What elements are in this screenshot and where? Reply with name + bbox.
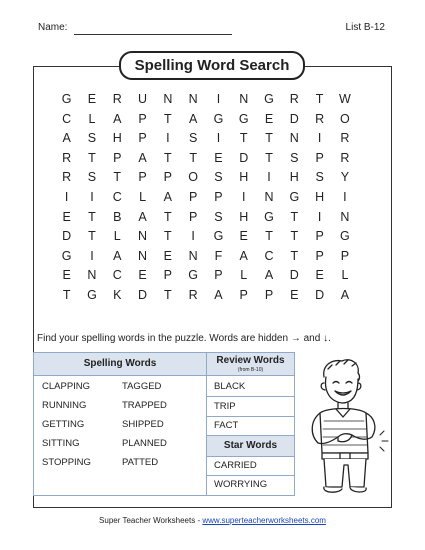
grid-letter: E — [62, 268, 71, 283]
grid-letter: I — [216, 92, 221, 106]
grid-letter: S — [87, 170, 97, 185]
grid-letter: P — [214, 189, 223, 204]
row-divider — [207, 475, 294, 476]
grid-letter: W — [339, 92, 351, 106]
grid-letter: G — [340, 229, 350, 244]
grid-letter: H — [289, 170, 299, 185]
grid-letter: U — [138, 92, 148, 106]
spelling-word: TAGGED — [122, 381, 162, 392]
grid-letter: G — [264, 209, 274, 224]
grid-letter: N — [138, 229, 148, 244]
grid-letter: A — [113, 248, 122, 263]
grid-letter: E — [87, 92, 97, 106]
grid-letter: A — [163, 189, 172, 204]
grid-letter: P — [315, 248, 324, 263]
grid-letter: L — [341, 268, 349, 283]
grid-letter: T — [62, 287, 71, 302]
grid-letter: T — [164, 150, 172, 165]
grid-letter: C — [62, 111, 72, 126]
grid-letter: C — [112, 268, 122, 283]
grid-letter: T — [88, 229, 96, 244]
grid-letter: I — [216, 131, 221, 146]
grid-letter: O — [340, 111, 350, 126]
grid-letter: A — [214, 287, 223, 302]
grid-letter: T — [113, 170, 122, 185]
grid-letter: N — [340, 209, 350, 224]
grid-letter: P — [214, 268, 223, 283]
grid-letter: H — [112, 131, 122, 146]
grid-letter: R — [289, 92, 299, 106]
grid-letter: R — [340, 131, 350, 146]
grid-letter: T — [164, 229, 172, 244]
grid-letter: T — [88, 150, 96, 165]
grid-letter: G — [61, 248, 72, 263]
grid-letter: I — [90, 248, 94, 263]
name-input-line[interactable] — [74, 34, 232, 35]
grid-letter: E — [62, 209, 71, 224]
star-word: CARRIED — [214, 460, 257, 471]
grid-letter: I — [166, 131, 170, 146]
name-label: Name: — [38, 22, 68, 33]
grid-row — [54, 227, 358, 247]
grid-letter: D — [315, 287, 325, 302]
grid-letter: T — [265, 131, 273, 146]
row-divider — [207, 416, 294, 417]
review-word: BLACK — [214, 381, 246, 392]
grid-letter: Y — [340, 170, 350, 185]
review-words-source: (from B-10) — [237, 367, 264, 373]
review-words-title: Review Words — [216, 355, 285, 366]
grid-letter: E — [163, 248, 172, 263]
spelling-word: SHIPPED — [122, 419, 164, 430]
grid-row — [54, 247, 358, 267]
grid-letter: C — [112, 189, 122, 204]
review-word: FACT — [214, 420, 239, 431]
header-bar — [38, 22, 385, 38]
grid-letter: S — [290, 150, 299, 165]
grid-letter: O — [188, 170, 198, 185]
spelling-word: CLAPPING — [42, 381, 91, 392]
grid-letter: A — [264, 268, 274, 283]
footer-text: Super Teacher Worksheets - — [99, 516, 203, 525]
grid-letter: G — [188, 268, 198, 283]
grid-letter: P — [188, 189, 198, 204]
grid-letter: R — [340, 150, 350, 165]
grid-letter: G — [213, 229, 224, 244]
review-word: TRIP — [214, 401, 236, 412]
grid-letter: I — [90, 189, 94, 204]
grid-letter: N — [239, 92, 249, 106]
grid-letter: I — [191, 229, 195, 244]
grid-letter: S — [188, 131, 198, 146]
grid-letter: P — [138, 131, 147, 146]
star-words-header: Star Words — [207, 435, 294, 457]
spelling-word: GETTING — [42, 419, 85, 430]
grid-letter: A — [188, 111, 198, 126]
spelling-word: RUNNING — [42, 400, 87, 411]
grid-letter: P — [340, 248, 350, 263]
grid-letter: I — [64, 189, 69, 204]
grid-letter: S — [87, 131, 97, 146]
grid-letter: T — [315, 92, 324, 106]
grid-letter: G — [264, 92, 274, 106]
grid-letter: H — [239, 170, 249, 185]
grid-letter: A — [113, 111, 122, 126]
grid-letter: N — [163, 92, 173, 106]
grid-letter: P — [163, 170, 172, 185]
grid-letter: P — [315, 150, 324, 165]
grid-letter: H — [315, 189, 325, 204]
grid-letter: D — [239, 150, 249, 165]
word-list-table — [33, 352, 295, 496]
grid-row — [54, 208, 358, 228]
grid-letter: R — [315, 111, 325, 126]
grid-letter: G — [289, 189, 300, 204]
grid-letter: N — [188, 248, 198, 263]
grid-letter: E — [264, 111, 274, 126]
grid-letter: I — [267, 170, 271, 185]
grid-letter: R — [62, 170, 72, 185]
grid-letter: T — [164, 209, 172, 224]
spelling-word: PATTED — [122, 457, 159, 468]
grid-letter: R — [188, 287, 198, 302]
grid-letter: N — [188, 92, 198, 106]
grid-row — [54, 129, 358, 149]
review-words-header — [207, 353, 294, 376]
boy-illustration — [298, 355, 392, 495]
grid-letter: B — [113, 209, 122, 224]
grid-letter: P — [188, 209, 198, 224]
grid-letter: E — [315, 268, 324, 283]
grid-letter: N — [264, 189, 274, 204]
grid-letter: E — [290, 287, 299, 302]
row-divider — [207, 396, 294, 397]
spelling-word: TRAPPED — [122, 400, 167, 411]
grid-row — [54, 188, 358, 208]
grid-letter: P — [264, 287, 274, 302]
grid-letter: E — [239, 229, 248, 244]
spelling-word: PLANNED — [122, 438, 167, 449]
grid-letter: S — [214, 209, 223, 224]
grid-letter: R — [112, 92, 122, 106]
grid-letter: T — [265, 229, 273, 244]
grid-letter: E — [138, 268, 147, 283]
grid-letter: L — [113, 229, 121, 244]
grid-letter: A — [340, 287, 350, 302]
grid-letter: T — [88, 209, 96, 224]
grid-letter: G — [238, 111, 249, 126]
grid-letter: K — [113, 287, 122, 302]
grid-letter: I — [317, 131, 322, 146]
spelling-word: STOPPING — [42, 457, 91, 468]
grid-letter: N — [289, 131, 299, 146]
grid-letter: P — [239, 287, 248, 302]
grid-letter: G — [87, 287, 97, 302]
grid-letter: T — [164, 287, 172, 302]
grid-letter: F — [214, 248, 223, 263]
grid-letter: L — [88, 111, 96, 126]
grid-letter: D — [138, 287, 148, 302]
list-label: List B-12 — [345, 22, 385, 33]
grid-letter: C — [264, 248, 274, 263]
footer — [0, 516, 425, 525]
grid-letter: S — [214, 170, 223, 185]
grid-letter: T — [265, 150, 273, 165]
grid-letter: I — [241, 189, 246, 204]
grid-letter: A — [62, 131, 71, 146]
grid-letter: G — [213, 111, 224, 126]
grid-letter: I — [343, 189, 347, 204]
grid-letter: H — [239, 209, 249, 224]
grid-row — [54, 168, 358, 188]
star-word: WORRYING — [214, 479, 268, 490]
grid-letter: P — [163, 268, 172, 283]
grid-letter: P — [113, 150, 122, 165]
grid-letter: A — [239, 248, 248, 263]
grid-letter: E — [214, 150, 223, 165]
grid-row — [54, 149, 358, 169]
grid-letter: A — [138, 150, 147, 165]
grid-letter: T — [290, 209, 299, 224]
grid-letter: T — [189, 150, 197, 165]
grid-letter: P — [315, 229, 324, 244]
spelling-words-header: Spelling Words — [34, 353, 207, 376]
grid-letter: T — [290, 248, 299, 263]
grid-letter: A — [138, 209, 147, 224]
grid-row — [54, 110, 358, 130]
grid-letter: T — [290, 229, 299, 244]
grid-letter: T — [239, 131, 248, 146]
grid-row — [54, 286, 358, 306]
grid-letter: N — [138, 248, 148, 263]
grid-letter: N — [87, 268, 97, 283]
grid-letter: I — [317, 209, 322, 224]
grid-letter: S — [315, 170, 324, 185]
grid-letter: D — [289, 111, 299, 126]
grid-letter: P — [138, 111, 147, 126]
grid-letter: G — [61, 92, 72, 106]
footer-link[interactable]: www.superteacherworksheets.com — [202, 516, 326, 525]
instructions-text: Find your spelling words in the puzzle. Words are hidden → and ↓. — [37, 333, 331, 344]
spelling-word: SITTING — [42, 438, 80, 449]
grid-letter: R — [62, 150, 72, 165]
grid-row — [54, 266, 358, 286]
page-title: Spelling Word Search — [119, 51, 305, 80]
grid-letter: D — [62, 229, 72, 244]
grid-row — [54, 90, 358, 110]
grid-letter: L — [240, 268, 248, 283]
grid-letter: D — [289, 268, 299, 283]
grid-letter: P — [138, 170, 147, 185]
grid-letter: L — [139, 189, 147, 204]
word-search-grid — [54, 90, 358, 306]
grid-letter: T — [164, 111, 172, 126]
